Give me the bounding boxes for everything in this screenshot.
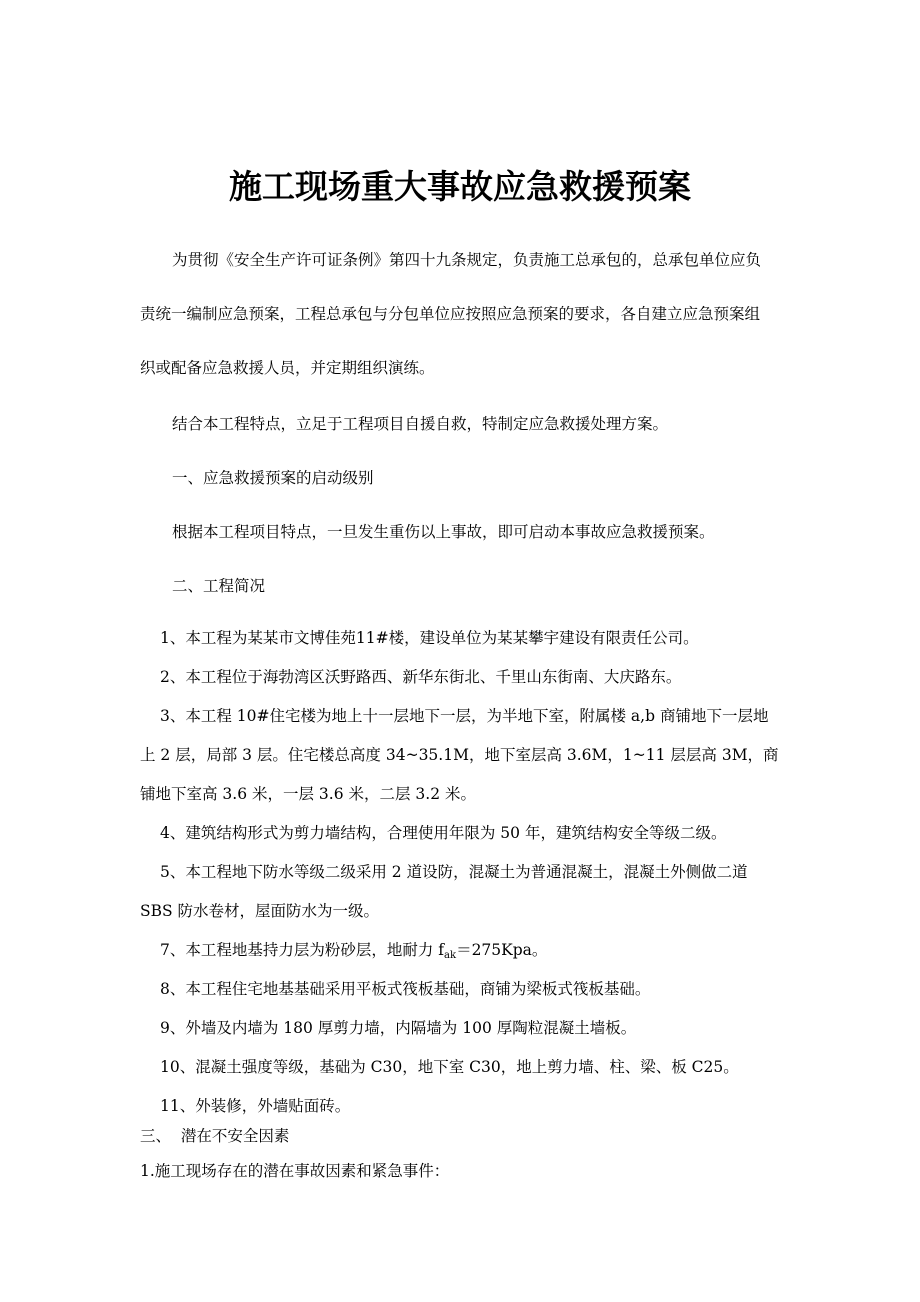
project-item-1: 1、本工程为某某市文博佳苑11#楼，建设单位为某某攀宇建设有限责任公司。 [160, 629, 699, 647]
project-item-11: 11、外装修，外墙贴面砖。 [160, 1097, 351, 1115]
project-item-2: 2、本工程位于海勃湾区沃野路西、新华东街北、千里山东街南、大庆路东。 [160, 668, 682, 686]
project-item-7-value: ＝275Kpa。 [456, 941, 548, 959]
section3-subheading-1: 1.施工现场存在的潜在事故因素和紧急事件： [140, 1162, 450, 1180]
project-item-7 [160, 939, 547, 967]
project-item-10: 10、混凝土强度等级，基础为 C30，地下室 C30，地上剪力墙、柱、梁、板 C25。 [160, 1058, 739, 1076]
project-item-9: 9、外墙及内墙为 180 厚剪力墙，内隔墙为 100 厚陶粒混凝土墙板。 [160, 1019, 637, 1037]
project-item-5-line-2: SBS 防水卷材，屋面防水为一级。 [140, 902, 380, 920]
section1-heading: 一、应急救援预案的启动级别 [172, 469, 374, 487]
project-item-8: 8、本工程住宅地基基础采用平板式筏板基础，商铺为梁板式筏板基础。 [160, 980, 651, 998]
section1-text: 根据本工程项目特点，一旦发生重伤以上事故，即可启动本事故应急救援预案。 [172, 523, 715, 541]
purpose-paragraph: 结合本工程特点，立足于工程项目自援自救，特制定应急救援处理方案。 [172, 415, 669, 433]
intro-line-3: 织或配备应急救援人员，并定期组织演练。 [140, 359, 435, 377]
section3-heading: 三、 潜在不安全因素 [140, 1127, 290, 1145]
section2-heading: 二、工程简况 [172, 577, 266, 595]
intro-line-1: 为贯彻《安全生产许可证条例》第四十九条规定，负责施工总承包的，总承包单位应负 [172, 251, 762, 269]
intro-line-2: 责统一编制应急预案，工程总承包与分包单位应按照应急预案的要求，各自建立应急预案组 [140, 305, 761, 323]
project-item-3-line-1: 3、本工程 10#住宅楼为地上十一层地下一层，为半地下室，附属楼 a,b 商铺地下一层地 [160, 707, 769, 725]
project-item-3-line-2: 上 2 层，局部 3 层。住宅楼总高度 34~35.1M，地下室层高 3.6M，1~11 层层高 3M，商 [140, 746, 779, 764]
project-item-3-line-3: 铺地下室高 3.6 米，一层 3.6 米，二层 3.2 米。 [140, 785, 477, 803]
document-title: 施工现场重大事故应急救援预案 [229, 167, 691, 206]
project-item-4: 4、建筑结构形式为剪力墙结构，合理使用年限为 50 年，建筑结构安全等级二级。 [160, 824, 727, 842]
project-item-5-line-1: 5、本工程地下防水等级二级采用 2 道设防，混凝土为普通混凝土，混凝土外侧做二道 [160, 863, 748, 881]
project-item-7-text: 7、本工程地基持力层为粉砂层，地耐力 f [160, 941, 445, 959]
project-item-7-subscript: ak [444, 950, 457, 961]
